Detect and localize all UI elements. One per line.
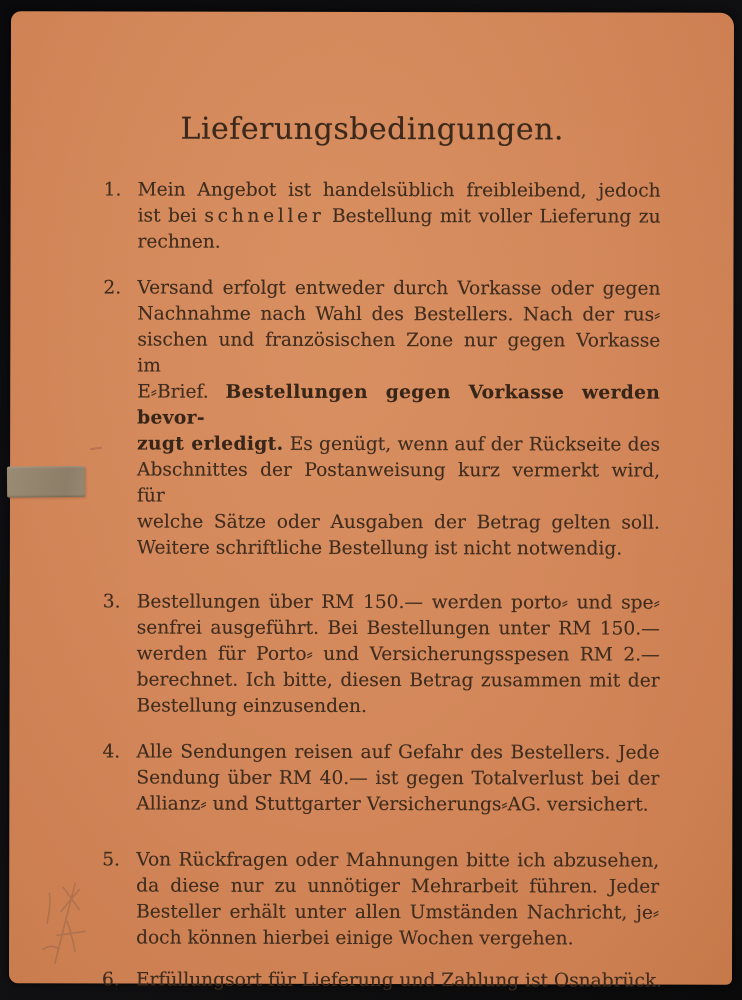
text-line xyxy=(136,740,659,767)
paragraph-text xyxy=(138,178,661,257)
text-line xyxy=(136,926,659,953)
text-line xyxy=(138,204,661,231)
text-segment: rechnen. xyxy=(137,231,221,253)
text-segment: Versand erfolgt entweder durch Vorkasse oder gegen xyxy=(137,277,661,300)
text-segment: da diese nur zu unnötiger Mehrarbeit führen. Jeder xyxy=(136,875,660,898)
text-segment: E⸗Brief. xyxy=(137,381,226,403)
text-line xyxy=(137,380,660,433)
text-segment: Bestellung einzusenden. xyxy=(136,695,367,717)
term-paragraph xyxy=(102,739,659,818)
text-segment: berechnet. Ich bitte, diesen Betrag zusammen mit der xyxy=(136,669,660,692)
text-segment: Alle Sendungen reisen auf Gefahr des Bestellers. Jede xyxy=(136,741,660,764)
text-segment: sischen und französischen Zone nur gegen Vorkasse im xyxy=(137,329,661,377)
text-segment: senfrei ausgeführt. Bei Bestellungen unter RM 150.— xyxy=(136,617,660,640)
text-line xyxy=(137,302,660,329)
text-segment: Abschnittes der Postanweisung kurz vermerkt wird, für xyxy=(136,459,661,507)
term-paragraph xyxy=(103,275,661,562)
paragraph-text xyxy=(136,848,659,953)
text-line xyxy=(136,874,659,901)
paragraph-text xyxy=(137,590,660,721)
text-line xyxy=(136,848,659,875)
text-segment: werden für Porto⸗ und Versicherungsspesen RM 2.— xyxy=(136,643,660,666)
paragraph-text xyxy=(135,968,663,995)
text-line xyxy=(137,616,660,643)
text-segment: Bestellungen über RM 150.— werden porto⸗ und spe⸗ xyxy=(136,591,660,614)
tape-strip xyxy=(7,466,85,498)
text-line xyxy=(137,458,660,511)
text-line xyxy=(137,694,660,721)
stray-mark xyxy=(90,447,102,451)
paragraph-number: 4. xyxy=(102,741,121,763)
text-line xyxy=(136,792,659,819)
paragraph-text xyxy=(137,276,661,563)
text-segment: Mein Angebot ist handelsüblich freibleibend, jedoch xyxy=(137,179,661,202)
text-line xyxy=(137,590,660,617)
text-segment: Bestellung mit voller Lieferung zu xyxy=(324,205,661,228)
text-segment: Nachnahme nach Wahl des Bestellers. Nach der rus⸗ xyxy=(137,303,661,326)
text-line xyxy=(137,536,660,563)
paragraph-number: 5. xyxy=(102,849,121,871)
text-segment: zugt erledigt. xyxy=(137,433,284,455)
paragraph-number: 3. xyxy=(102,591,121,613)
text-line xyxy=(137,668,660,695)
text-line xyxy=(137,432,660,459)
terms-list xyxy=(102,177,661,994)
text-line xyxy=(137,328,660,381)
term-paragraph xyxy=(101,967,663,994)
text-segment: Sendung über RM 40.— ist gegen Totalverlust bei der xyxy=(136,767,660,790)
text-line xyxy=(137,276,660,303)
text-segment: Weitere schriftliche Bestellung ist nicht notwendig. xyxy=(136,537,623,560)
term-paragraph xyxy=(104,177,661,256)
document-page xyxy=(9,11,734,992)
text-line xyxy=(136,766,659,793)
term-paragraph xyxy=(102,847,659,952)
text-segment: Es genügt, wenn auf der Rückseite des xyxy=(283,433,661,456)
text-segment: welche Sätze oder Ausgaben der Betrag gelten soll. xyxy=(136,511,660,534)
text-segment: schneller xyxy=(204,205,325,227)
text-segment: ist bei xyxy=(137,205,205,227)
text-line xyxy=(136,900,659,927)
text-segment: doch können hierbei einige Wochen vergehen. xyxy=(136,927,574,950)
text-segment: Bestellungen gegen Vorkasse werden bevor- xyxy=(137,381,661,429)
text-line xyxy=(137,510,660,537)
text-line xyxy=(135,968,663,995)
text-segment: Von Rückfragen oder Mahnungen bitte ich abzusehen, xyxy=(136,849,660,872)
paragraph-number: 6. xyxy=(101,969,120,991)
page-title: Lieferungsbedingungen. xyxy=(180,111,565,148)
text-line xyxy=(138,178,661,205)
text-line xyxy=(138,230,661,257)
text-segment: Allianz⸗ und Stuttgarter Versicherungs⸗AG. versichert. xyxy=(136,793,649,816)
paragraph-text xyxy=(136,740,659,819)
paragraph-number: 1. xyxy=(103,179,122,201)
term-paragraph xyxy=(103,589,660,720)
text-segment: Erfüllungsort für Lieferung und Zahlung ist Osnabrück. xyxy=(135,969,663,992)
text-line xyxy=(137,642,660,669)
paragraph-number: 2. xyxy=(103,277,122,299)
text-segment: Besteller erhält unter allen Umständen Nachricht, je⸗ xyxy=(136,901,660,924)
